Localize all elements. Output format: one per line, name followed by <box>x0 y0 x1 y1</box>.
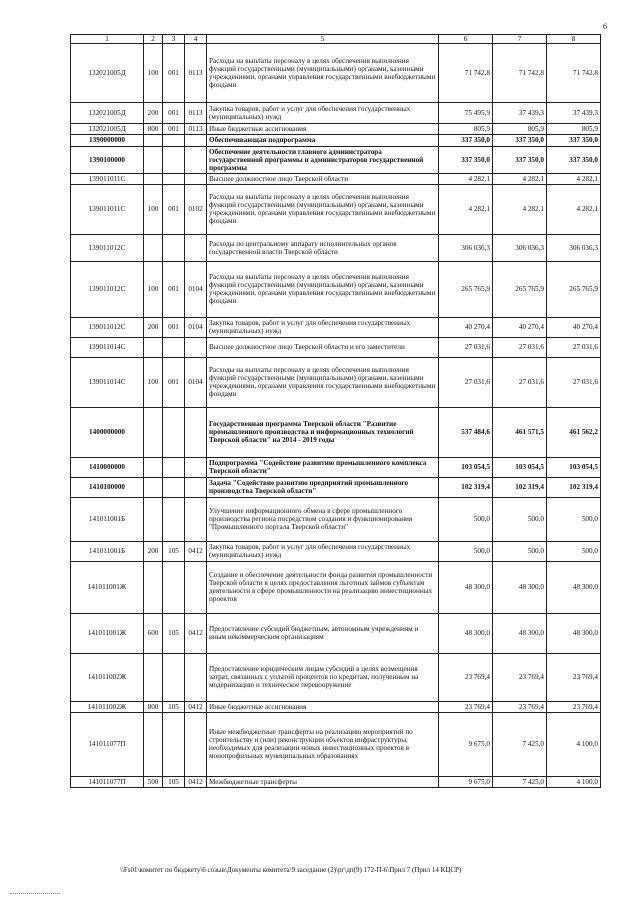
table-row <box>71 124 601 135</box>
row-code-cell: 141011001Б <box>71 497 144 541</box>
row-name-cell: Расходы на выплаты персоналу в целях обеспечения выполнения функций государственными (муниципальными) органами, казенными учреждениями, органами управления государственными внебюджетными фондами <box>207 44 439 103</box>
header-cell: 5 <box>207 35 439 44</box>
row-ministry-cell: 105 <box>163 541 185 561</box>
row-amount-year3-cell: 37 439,3 <box>547 103 601 124</box>
row-ministry-cell <box>163 407 185 457</box>
row-amount-year3-cell: 23 769,4 <box>547 653 601 701</box>
row-code-cell: 141011077П <box>71 776 144 787</box>
table-row <box>71 184 601 234</box>
row-code-cell: 139011011С <box>71 184 144 234</box>
row-amount-year3-cell: 461 562,2 <box>547 407 601 457</box>
row-type-cell <box>144 497 163 541</box>
row-amount-year3-cell: 4 100,0 <box>547 776 601 787</box>
row-code-cell: 139011014С <box>71 337 144 357</box>
row-amount-year3-cell: 48 300,0 <box>547 613 601 653</box>
row-name-cell: Расходы на выплаты персоналу в целях обеспечения выполнения функций государственными (муниципальными) органами, казенными учреждениями, органами управления государственными внебюджетными фондами <box>207 261 439 317</box>
row-ministry-cell <box>163 497 185 541</box>
row-section-cell <box>185 337 207 357</box>
row-section-cell: 0102 <box>185 184 207 234</box>
row-type-cell <box>144 653 163 701</box>
row-code-cell: 1390100000 <box>71 146 144 173</box>
row-amount-year1-cell: 27 031,6 <box>439 337 493 357</box>
row-amount-year2-cell: 265 765,9 <box>493 261 547 317</box>
row-amount-year2-cell: 337 350,0 <box>493 146 547 173</box>
row-amount-year2-cell: 103 054,5 <box>493 457 547 477</box>
row-ministry-cell: 001 <box>163 103 185 124</box>
row-amount-year2-cell: 27 031,6 <box>493 357 547 407</box>
row-type-cell <box>144 173 163 184</box>
row-amount-year1-cell: 40 270,4 <box>439 317 493 337</box>
row-amount-year3-cell: 500,0 <box>547 497 601 541</box>
table-row <box>71 261 601 317</box>
row-amount-year2-cell: 71 742,8 <box>493 44 547 103</box>
row-name-cell: Закупка товаров, работ и услуг для обеспечения государственных (муниципальных) нужд <box>207 541 439 561</box>
row-section-cell <box>185 653 207 701</box>
row-code-cell: 139011012С <box>71 317 144 337</box>
row-amount-year2-cell: 4 282,1 <box>493 184 547 234</box>
row-amount-year2-cell: 805,9 <box>493 124 547 135</box>
row-amount-year1-cell: 23 769,4 <box>439 653 493 701</box>
row-name-cell: Иные межбюджетные трансферты на реализацию мероприятий по строительству и (или) реконструкции объектов инфраструктуры, необходимых для реализации новых инвестиционных проектов в монопрофильных муниципальных образованиях <box>207 712 439 776</box>
row-name-cell: Улучшение информационного обмена в сфере промышленного производства региона посредством создания и функционирования "Промышленного портала Тверской области" <box>207 497 439 541</box>
table-header-row <box>71 35 601 44</box>
row-ministry-cell: 001 <box>163 317 185 337</box>
row-type-cell <box>144 407 163 457</box>
row-ministry-cell <box>163 712 185 776</box>
row-amount-year1-cell: 48 300,0 <box>439 613 493 653</box>
row-amount-year2-cell: 23 769,4 <box>493 653 547 701</box>
row-amount-year1-cell: 102 319,4 <box>439 477 493 497</box>
row-amount-year1-cell: 71 742,8 <box>439 44 493 103</box>
row-ministry-cell <box>163 234 185 261</box>
row-code-cell: 141011001Б <box>71 541 144 561</box>
page-number: 6 <box>603 22 607 31</box>
row-ministry-cell <box>163 653 185 701</box>
row-section-cell <box>185 457 207 477</box>
row-amount-year3-cell: 27 031,6 <box>547 357 601 407</box>
table-row <box>71 653 601 701</box>
table-row <box>71 497 601 541</box>
row-type-cell: 800 <box>144 124 163 135</box>
row-section-cell: 0412 <box>185 776 207 787</box>
row-amount-year1-cell: 337 350,0 <box>439 135 493 146</box>
row-amount-year2-cell: 4 282,1 <box>493 173 547 184</box>
row-code-cell: 139011011С <box>71 173 144 184</box>
row-amount-year3-cell: 306 036,3 <box>547 234 601 261</box>
table-row <box>71 146 601 173</box>
row-code-cell: 1390000000 <box>71 135 144 146</box>
header-cell: 7 <box>493 35 547 44</box>
row-amount-year3-cell: 71 742,8 <box>547 44 601 103</box>
row-amount-year3-cell: 40 270,4 <box>547 317 601 337</box>
row-code-cell: 132021005Д <box>71 124 144 135</box>
row-type-cell: 800 <box>144 701 163 712</box>
row-amount-year1-cell: 537 484,6 <box>439 407 493 457</box>
row-amount-year3-cell: 4 282,1 <box>547 173 601 184</box>
table-row <box>71 357 601 407</box>
row-name-cell: Расходы на выплаты персоналу в целях обеспечения выполнения функций государственными (муниципальными) органами, казенными учреждениями, органами управления государственными внебюджетными фондами <box>207 357 439 407</box>
row-section-cell <box>185 234 207 261</box>
row-section-cell <box>185 497 207 541</box>
file-path-footer: \\Fs01\комитет по бюджету\6 созыв\Документы комитета\9 заседание (2)\рг\дп(9) 172-П-6\Прил 7 (Прил 14 КЦСР) <box>120 866 462 874</box>
row-amount-year1-cell: 9 675,0 <box>439 712 493 776</box>
row-type-cell <box>144 561 163 613</box>
row-name-cell: Предоставление юридическим лицам субсидий в целях возмещения затрат, связанных с уплатой процентов по кредитам, полученным на модернизацию и техническое перевооружение <box>207 653 439 701</box>
row-name-cell: Расходы на выплаты персоналу в целях обеспечения выполнения функций государственными (муниципальными) органами, казенными учреждениями, органами управления государственными внебюджетными фондами <box>207 184 439 234</box>
row-section-cell <box>185 477 207 497</box>
row-type-cell: 200 <box>144 317 163 337</box>
table-row <box>71 541 601 561</box>
row-section-cell <box>185 135 207 146</box>
row-type-cell: 200 <box>144 541 163 561</box>
row-amount-year1-cell: 337 350,0 <box>439 146 493 173</box>
row-amount-year3-cell: 23 769,4 <box>547 701 601 712</box>
row-section-cell <box>185 407 207 457</box>
row-amount-year2-cell: 37 439,3 <box>493 103 547 124</box>
row-type-cell: 100 <box>144 184 163 234</box>
row-ministry-cell: 001 <box>163 261 185 317</box>
row-type-cell <box>144 234 163 261</box>
row-ministry-cell: 001 <box>163 124 185 135</box>
row-ministry-cell: 105 <box>163 613 185 653</box>
row-type-cell: 100 <box>144 261 163 317</box>
row-name-cell: Закупка товаров, работ и услуг для обеспечения государственных (муниципальных) нужд <box>207 103 439 124</box>
row-type-cell: 500 <box>144 776 163 787</box>
row-ministry-cell <box>163 337 185 357</box>
row-amount-year3-cell: 4 282,1 <box>547 184 601 234</box>
row-amount-year2-cell: 7 425,0 <box>493 712 547 776</box>
row-type-cell <box>144 457 163 477</box>
row-name-cell: Иные бюджетные ассигнования <box>207 124 439 135</box>
row-amount-year1-cell: 23 769,4 <box>439 701 493 712</box>
row-name-cell: Подпрограмма "Содействие развитию промышленного комплекса Тверской области" <box>207 457 439 477</box>
row-section-cell <box>185 712 207 776</box>
row-code-cell: 139011014С <box>71 357 144 407</box>
header-cell: 4 <box>185 35 207 44</box>
row-amount-year3-cell: 103 054,5 <box>547 457 601 477</box>
row-name-cell: Задача "Содействие развитию предприятий промышленного производства Тверской области" <box>207 477 439 497</box>
row-name-cell: Высшее должностное лицо Тверской области <box>207 173 439 184</box>
row-section-cell: 0104 <box>185 261 207 317</box>
row-ministry-cell: 001 <box>163 357 185 407</box>
row-type-cell <box>144 146 163 173</box>
row-code-cell: 132021005Д <box>71 103 144 124</box>
table-row <box>71 776 601 787</box>
row-type-cell <box>144 135 163 146</box>
row-amount-year1-cell: 805,9 <box>439 124 493 135</box>
row-amount-year3-cell: 500,0 <box>547 541 601 561</box>
row-amount-year2-cell: 500,0 <box>493 541 547 561</box>
row-amount-year3-cell: 48 300,0 <box>547 561 601 613</box>
row-name-cell: Межбюджетные трансферты <box>207 776 439 787</box>
row-section-cell: 0104 <box>185 317 207 337</box>
row-ministry-cell: 001 <box>163 184 185 234</box>
row-amount-year1-cell: 4 282,1 <box>439 173 493 184</box>
table-row <box>71 103 601 124</box>
row-amount-year2-cell: 500,0 <box>493 497 547 541</box>
row-ministry-cell: 105 <box>163 701 185 712</box>
row-name-cell: Создание и обеспечение деятельности фонда развития промышленности Тверской области в целях предоставления льготных займов субъектам деятельности в сфере промышленности на реализацию инвестиционных проектов <box>207 561 439 613</box>
row-code-cell: 141011001Ж <box>71 613 144 653</box>
row-amount-year1-cell: 500,0 <box>439 497 493 541</box>
row-name-cell: Обеспечивающая подпрограмма <box>207 135 439 146</box>
row-type-cell: 100 <box>144 357 163 407</box>
footer-divider <box>10 893 60 894</box>
row-amount-year2-cell: 23 769,4 <box>493 701 547 712</box>
row-amount-year2-cell: 48 300,0 <box>493 613 547 653</box>
row-amount-year1-cell: 103 054,5 <box>439 457 493 477</box>
row-name-cell: Расходы по центральному аппарату исполнительных органов государственной власти Тверской области <box>207 234 439 261</box>
row-code-cell: 141011077П <box>71 712 144 776</box>
row-ministry-cell <box>163 477 185 497</box>
row-type-cell <box>144 337 163 357</box>
row-amount-year1-cell: 9 675,0 <box>439 776 493 787</box>
row-amount-year1-cell: 75 495,9 <box>439 103 493 124</box>
row-ministry-cell <box>163 457 185 477</box>
table-row <box>71 135 601 146</box>
row-amount-year3-cell: 4 100,0 <box>547 712 601 776</box>
row-type-cell <box>144 712 163 776</box>
row-section-cell <box>185 561 207 613</box>
table-row <box>71 44 601 103</box>
row-amount-year2-cell: 306 036,3 <box>493 234 547 261</box>
row-code-cell: 139011012С <box>71 234 144 261</box>
row-amount-year2-cell: 27 031,6 <box>493 337 547 357</box>
row-name-cell: Высшее должностное лицо Тверской области и его заместители <box>207 337 439 357</box>
row-section-cell <box>185 173 207 184</box>
row-amount-year2-cell: 102 319,4 <box>493 477 547 497</box>
row-amount-year1-cell: 265 765,9 <box>439 261 493 317</box>
row-type-cell: 200 <box>144 103 163 124</box>
row-amount-year3-cell: 27 031,6 <box>547 337 601 357</box>
row-type-cell: 600 <box>144 613 163 653</box>
row-amount-year2-cell: 40 270,4 <box>493 317 547 337</box>
row-section-cell <box>185 146 207 173</box>
table-row <box>71 712 601 776</box>
table-row <box>71 457 601 477</box>
row-amount-year2-cell: 337 350,0 <box>493 135 547 146</box>
header-cell: 1 <box>71 35 144 44</box>
row-code-cell: 139011012С <box>71 261 144 317</box>
table-row <box>71 173 601 184</box>
table-row <box>71 337 601 357</box>
row-name-cell: Государственная программа Тверской области "Развитие промышленного производства и информационных технологий Тверской области" на 2014 - 2019 годы <box>207 407 439 457</box>
row-section-cell: 0113 <box>185 44 207 103</box>
row-amount-year1-cell: 27 031,6 <box>439 357 493 407</box>
row-section-cell: 0412 <box>185 701 207 712</box>
row-ministry-cell: 001 <box>163 44 185 103</box>
row-amount-year3-cell: 805,9 <box>547 124 601 135</box>
row-amount-year2-cell: 461 571,5 <box>493 407 547 457</box>
row-amount-year2-cell: 7 425,0 <box>493 776 547 787</box>
table-row <box>71 477 601 497</box>
row-amount-year3-cell: 265 765,9 <box>547 261 601 317</box>
row-amount-year1-cell: 500,0 <box>439 541 493 561</box>
row-code-cell: 141011001Ж <box>71 561 144 613</box>
row-code-cell: 132021005Д <box>71 44 144 103</box>
row-name-cell: Обеспечение деятельности главного администратора государственной программы и администраторов государственной программы <box>207 146 439 173</box>
row-amount-year3-cell: 337 350,0 <box>547 135 601 146</box>
row-name-cell: Иные бюджетные ассигнования <box>207 701 439 712</box>
row-ministry-cell <box>163 173 185 184</box>
header-cell: 2 <box>144 35 163 44</box>
row-amount-year3-cell: 102 319,4 <box>547 477 601 497</box>
table-row <box>71 234 601 261</box>
header-cell: 6 <box>439 35 493 44</box>
row-type-cell <box>144 477 163 497</box>
row-code-cell: 1410100000 <box>71 477 144 497</box>
table-row <box>71 561 601 613</box>
row-amount-year1-cell: 48 300,0 <box>439 561 493 613</box>
row-section-cell: 0104 <box>185 357 207 407</box>
row-ministry-cell <box>163 561 185 613</box>
table-row <box>71 407 601 457</box>
row-section-cell: 0113 <box>185 124 207 135</box>
row-ministry-cell <box>163 135 185 146</box>
row-ministry-cell: 105 <box>163 776 185 787</box>
row-ministry-cell <box>163 146 185 173</box>
row-amount-year1-cell: 306 036,3 <box>439 234 493 261</box>
row-type-cell: 100 <box>144 44 163 103</box>
row-section-cell: 0412 <box>185 613 207 653</box>
row-name-cell: Предоставление субсидий бюджетным, автономным учреждениям и иным некоммерческим организациям <box>207 613 439 653</box>
row-code-cell: 141011002Ж <box>71 701 144 712</box>
row-amount-year3-cell: 337 350,0 <box>547 146 601 173</box>
row-name-cell: Закупка товаров, работ и услуг для обеспечения государственных (муниципальных) нужд <box>207 317 439 337</box>
table-row <box>71 317 601 337</box>
table-row <box>71 701 601 712</box>
row-code-cell: 1400000000 <box>71 407 144 457</box>
header-cell: 8 <box>547 35 601 44</box>
table-row <box>71 613 601 653</box>
row-amount-year1-cell: 4 282,1 <box>439 184 493 234</box>
row-code-cell: 1410000000 <box>71 457 144 477</box>
row-section-cell: 0412 <box>185 541 207 561</box>
budget-table <box>70 34 601 788</box>
header-cell: 3 <box>163 35 185 44</box>
row-amount-year2-cell: 48 300,0 <box>493 561 547 613</box>
row-section-cell: 0113 <box>185 103 207 124</box>
row-code-cell: 141011002Ж <box>71 653 144 701</box>
